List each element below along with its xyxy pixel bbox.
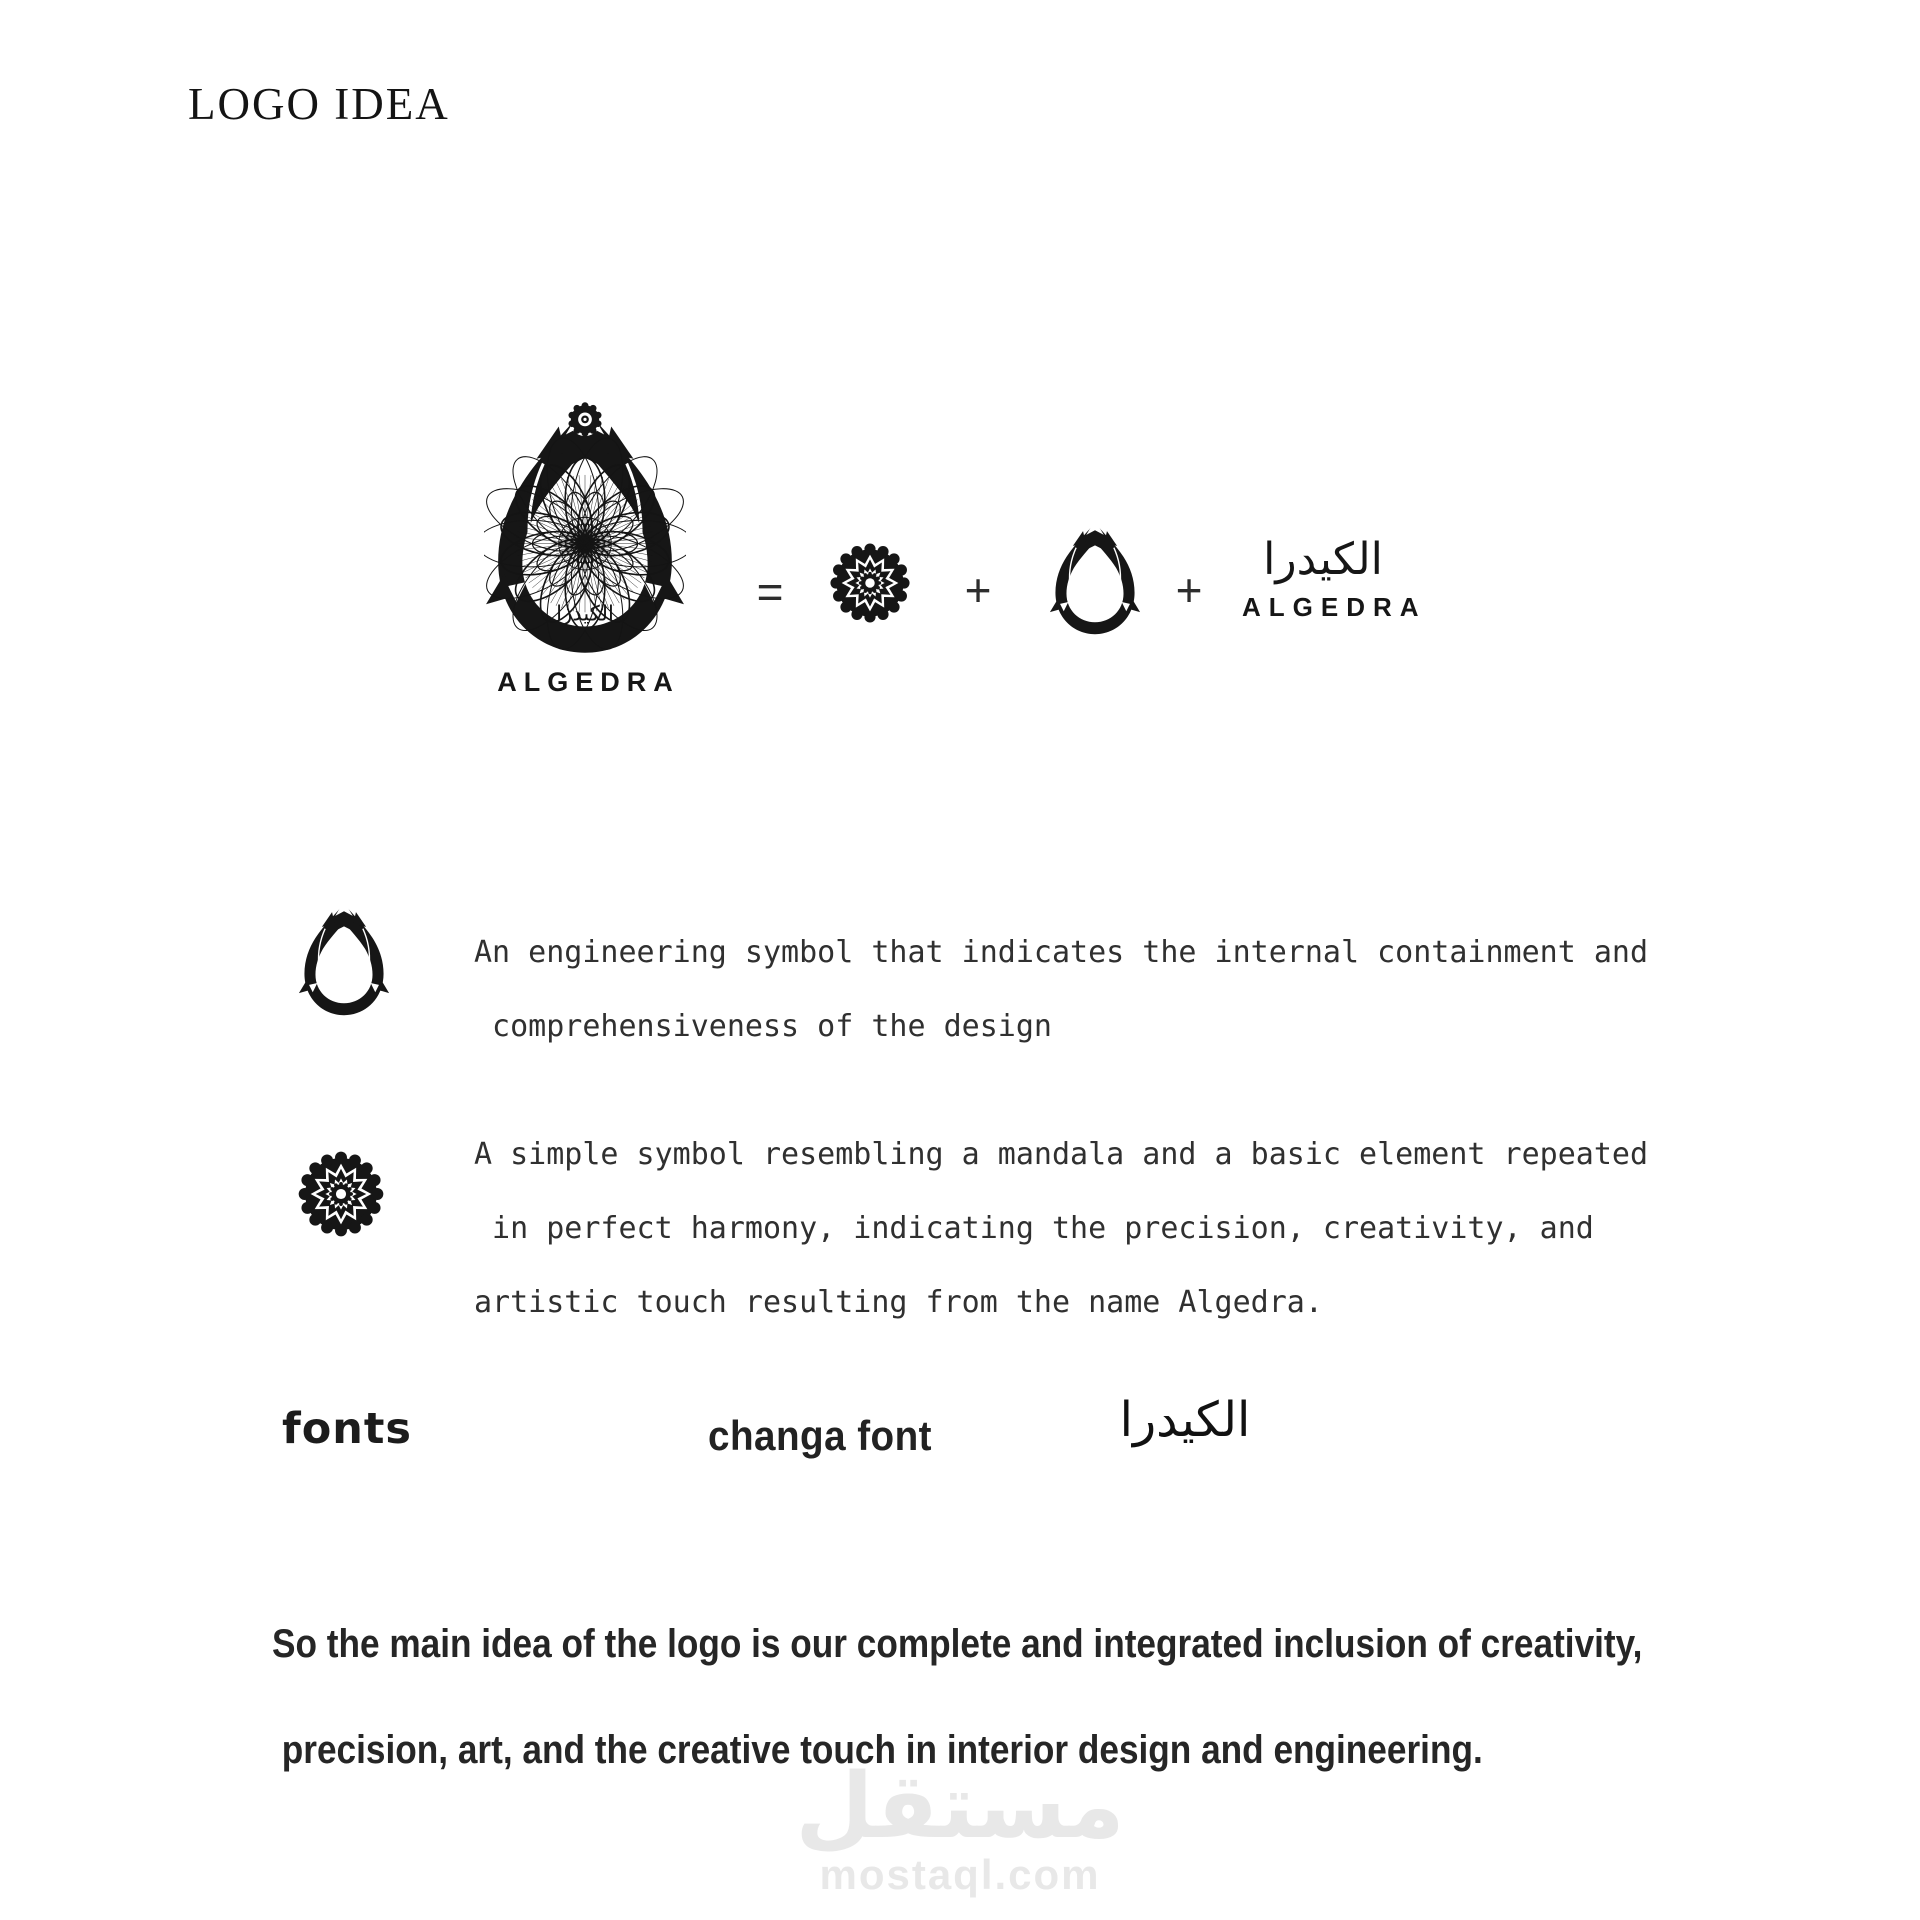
- mandala-icon: [827, 540, 913, 626]
- description-line: A simple symbol resembling a mandala and a basic element repeated: [474, 1137, 1648, 1172]
- equals-sign: =: [756, 566, 784, 618]
- emblem-arabic-script: الكيدرا: [556, 601, 614, 627]
- fonts-section-heading: fonts: [282, 1404, 413, 1454]
- plus-sign: +: [964, 564, 992, 616]
- mandala-symbol-description: [474, 1136, 1648, 1321]
- teardrop-engineering-icon: [298, 900, 390, 1020]
- full-logo: [484, 400, 686, 698]
- description-line: artistic touch resulting from the name Algedra.: [474, 1285, 1323, 1320]
- full-logo-wordmark: ALGEDRA: [497, 667, 680, 697]
- mandala-icon: [295, 1148, 387, 1240]
- arabic-wordmark: الكيدرا: [1263, 534, 1383, 585]
- arabic-font-sample: الكيدرا: [1119, 1392, 1251, 1448]
- algedra-emblem-icon: [484, 400, 686, 663]
- conclusion-line: precision, art, and the creative touch in interior design and engineering.: [272, 1728, 1483, 1772]
- conclusion-line: So the main idea of the logo is our complete and integrated inclusion of creativity,: [272, 1622, 1643, 1666]
- latin-wordmark: ALGEDRA: [1242, 592, 1427, 622]
- watermark-domain: mostaql.com: [819, 1851, 1101, 1898]
- page-title: LOGO IDEA: [188, 79, 450, 129]
- description-line: in perfect harmony, indicating the precision, creativity, and: [474, 1211, 1594, 1246]
- wordmark-lockup: [1234, 534, 1427, 623]
- plus-sign: +: [1175, 564, 1203, 616]
- description-line: comprehensiveness of the design: [474, 1009, 1052, 1044]
- description-line: An engineering symbol that indicates the internal containment and: [474, 935, 1648, 970]
- latin-font-name: changa font: [708, 1412, 933, 1459]
- watermark-arabic-logo: مستقل: [795, 1754, 1125, 1859]
- teardrop-symbol-description: [474, 934, 1648, 1045]
- watermark: [0, 1754, 1920, 1898]
- teardrop-engineering-icon: [1049, 519, 1141, 639]
